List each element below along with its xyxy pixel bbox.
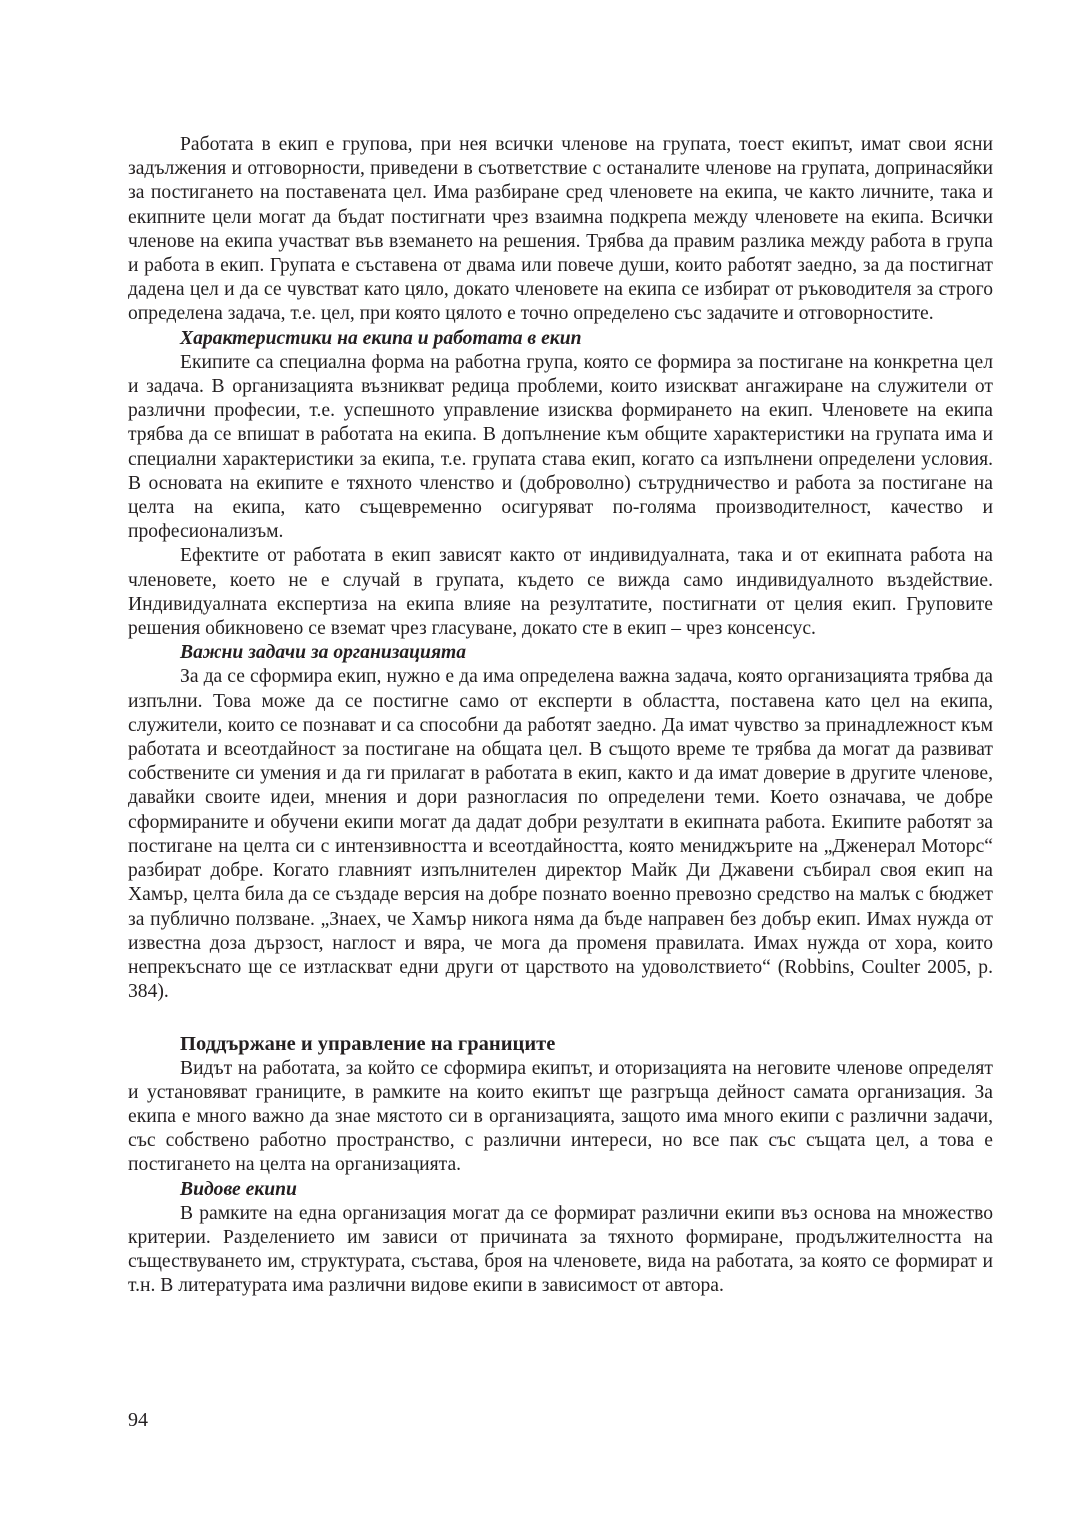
paragraph-boundaries: Видът на работата, за който се сформира екипът, и оторизацията на неговите членове определят и установяват границите, в рамките на които екипът ще разгръща дейност самата организация. За екипа е много важно да знае мястото си в организацията, защото има много екипи с различни задачи, със собствено работно пространство, с различни интереси, но все пак със същата цел, а това е постигането на целта на организацията.	[128, 1057, 993, 1176]
paragraph-teamwork-effects: Ефектите от работата в екип зависят както от индивидуалната, така и от екипната работа на членовете, което не е случай в групата, където се вижда само индивидуалното въздействие. Индивидуалната експертиза на екипа влияе на резултатите, постигнати от целия екип. Груповите решения обикновено се вземат чрез гласуване, докато сте в екип – чрез консенсус.	[128, 545, 993, 640]
paragraph-team-characteristics: Екипите са специална форма на работна група, която се формира за постигане на конкретна цел и задача. В организацията възникват редица проблеми, които изискват ангажиране на служители от различни професии, т.е. успешното управление изисква формирането на екип. Членовете на екипа трябва да се впишат в работата на екипа. В допълнение към общите характеристики на групата има и специални характеристики за екипа, т.е. групата става екип, когато са изпълнени определени условия. В основата на екипите е тяхното членство и (доброволно) сътрудничество и работа за постигане на целта на екипа, като същевременно осигуряват по-голяма производителност, качество и професионализъм.	[128, 351, 993, 543]
page-number: 94	[128, 1409, 148, 1431]
section-title-boundaries: Поддържане и управление на границите	[180, 1033, 556, 1056]
page-body	[128, 133, 993, 1299]
paragraph-team-types: В рамките на една организация могат да се формират различни екипи въз основа на множество критерии. Разделението им зависи от причината за тяхното формиране, продължителността на съществуването им, структурата, състава, броя на членовете, вида на работата, за която се формират и т.н. В литературата има различни видове екипи в зависимост от автора.	[128, 1202, 993, 1297]
subheading-important-tasks: Важни задачи за организацията	[180, 642, 467, 664]
paragraph-important-tasks: За да се сформира екип, нужно е да има определена важна задача, която организацията трябва да изпълни. Това може да се постигне само от експерти в областта, поставена като цел на екипа, служители, които се познават и са способни да работят заедно. Да имат чувство за принадлежност към работата и всеотдайност за постигане на общата цел. В същото време те трябва да могат да развиват собствените си умения и да ги прилагат в работата в екип, както и да имат доверие в другите членове, давайки своите идеи, мнения и дори разногласия по определени теми. Което означава, че добре сформираните и обучени екипи могат да дадат добри резултати в екипната работа. Екипите работят за постигане на целта си с интензивността и всеотдайността, която мениджърите на „Дженерал Моторс“ разбират добре. Когато главният изпълнителен директор Майк Ди Джавени събирал своя екип на Хамър, целта била да се създаде версия на добре познато военно превозно средство на малък с бюджет за публично ползване. „Знаех, че Хамър никога няма да бъде направен без добър екип. Имах нужда от известна доза дързост, наглост и вяра, че мога да променя правилата. Имах нужда от хора, които непрекъснато ще се изтласкват едни други от царството на удоволствието“ (Robbins, Coulter 2005, p. 384).	[128, 666, 993, 1003]
subheading-team-types: Видове екипи	[180, 1178, 297, 1200]
paragraph-teamwork-definition: Работата в екип е групова, при нея всички членове на групата, тоест екипът, имат свои ясни задължения и отговорности, приведени в съответствие с останалите членове на групата, допринасяйки за постигането на поставената цел. Има разбиране сред членовете на екипа, че както личните, така и екипните цели могат да бъдат постигнати чрез взаимна подкрепа между членовете на екипа. Всички членове на екипа участват във вземането на решения. Трябва да правим разлика между работа в група и работа в екип. Групата е съставена от двама или повече души, които работят заедно, за да постигнат дадена цел и да се чувстват като цяло, докато членовете на екипа се избират от ръководителя за строго определена задача, т.е. цел, при която цялото е точно определено със задачите и отговорностите.	[128, 134, 993, 325]
subheading-team-characteristics: Характеристики на екипа и работата в екип	[180, 327, 582, 349]
